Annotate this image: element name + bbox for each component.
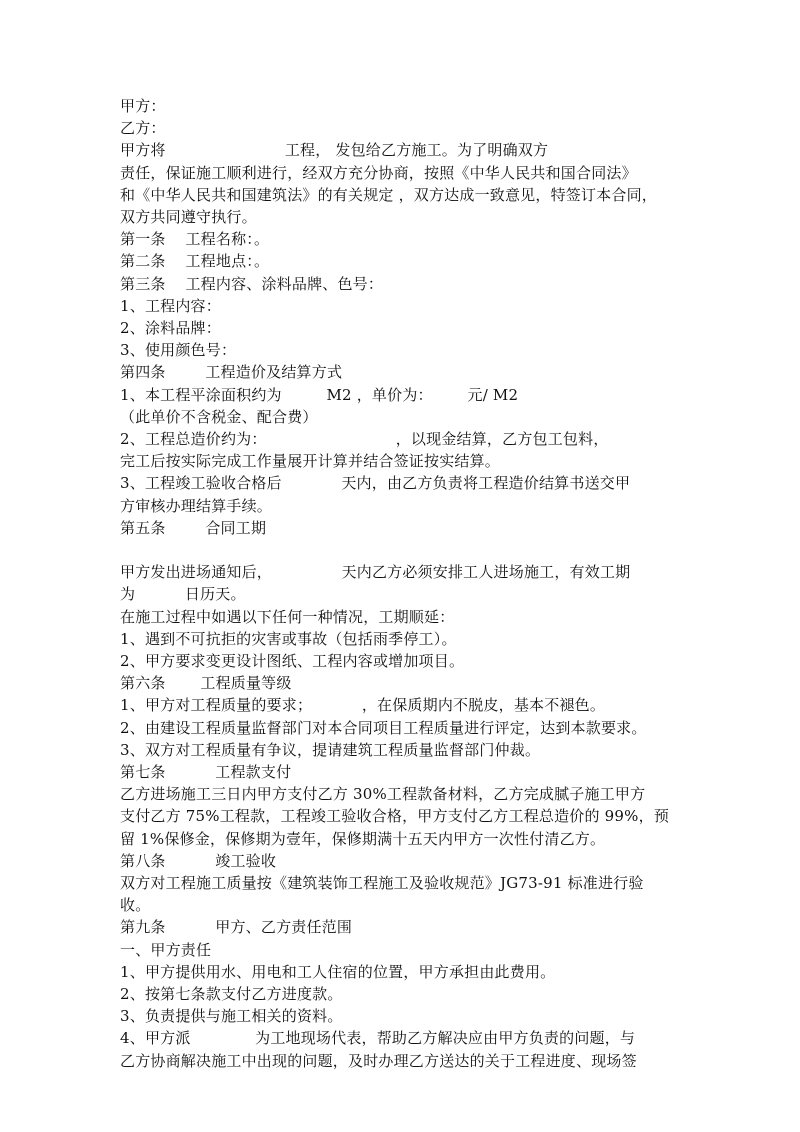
contract-line: 留 1%保修金，保修期为壹年，保修期满十五天内甲方一次性付清乙方。 — [120, 829, 606, 848]
contract-line: 3、使用颜色号： — [120, 341, 237, 360]
contract-line: 1、遇到不可抗拒的灾害或事故（包括雨季停工）。 — [120, 629, 457, 648]
contract-line: 4、甲方派 为工地现场代表，帮助乙方解决应由甲方负责的问题，与 — [120, 1029, 636, 1048]
contract-line: 乙方协商解决施工中出现的问题，及时办理乙方送达的关于工程进度、现场签 — [120, 1051, 637, 1070]
contract-line: 支付乙方 75%工程款，工程竣工验收合格，甲方支付乙方工程总造价的 99%，预 — [120, 807, 670, 826]
contract-line: 乙方： — [120, 119, 166, 138]
contract-line: 第六条 工程质量等级 — [120, 674, 292, 693]
contract-line: 2、涂料品牌： — [120, 319, 221, 337]
contract-line: 第八条 竣工验收 — [120, 851, 277, 870]
contract-line: 第三条 工程内容、涂料品牌、色号： — [120, 274, 384, 293]
contract-line: 为 日历天。 — [120, 585, 246, 604]
contract-line: 乙方进场施工三日内甲方支付乙方 30%工程款备材料，乙方完成腻子施工甲方 — [120, 785, 646, 804]
contract-line: 第五条 合同工期 — [120, 518, 267, 537]
contract-line: 2、按第七条款支付乙方进度款。 — [120, 985, 343, 1003]
contract-line: 2、工程总造价约为： ，以现金结算，乙方包工包料， — [120, 430, 609, 448]
contract-line: 甲方将 工程， 发包给乙方施工。为了明确双方 — [120, 141, 549, 160]
contract-line: 方审核办理结算手续。 — [120, 496, 273, 515]
contract-line: 责任，保证施工顺利进行，经双方充分协商，按照《中华人民共和国合同法》 — [120, 163, 637, 182]
contract-line: 3、负责提供与施工相关的资料。 — [120, 1007, 343, 1026]
contract-line: 在施工过程中如遇以下任何一种情况，工期顺延： — [120, 607, 455, 626]
contract-line: 3、工程竣工验收合格后 天内，由乙方负责将工程造价结算书送交甲 — [120, 474, 631, 493]
contract-line: 第七条 工程款支付 — [120, 763, 292, 781]
contract-line: 1、甲方对工程质量的要求； ，在保质期内不脱皮，基本不褪色。 — [120, 696, 606, 715]
contract-line: 甲方发出进场通知后， 天内乙方必须安排工人进场施工，有效工期 — [120, 563, 631, 582]
contract-line: 双方对工程施工质量按《建筑装饰工程施工及验收规范》JG73-91 标准进行验 — [120, 874, 644, 892]
contract-line: 第一条 工程名称：。 — [120, 230, 270, 249]
contract-line: 完工后按实际完成工作量展开计算并结合签证按实结算。 — [120, 452, 501, 471]
contract-line: 双方共同遵守执行。 — [120, 208, 257, 226]
contract-line: 甲方： — [120, 97, 166, 115]
contract-line: 第四条 工程造价及结算方式 — [120, 363, 343, 382]
contract-line: 2、由建设工程质量监督部门对本合同项目工程质量进行评定，达到本款要求。 — [120, 718, 647, 737]
contract-line: （此单价不含税金、配合费） — [120, 407, 318, 426]
contract-line: 收。 — [120, 896, 151, 915]
contract-line: 2、甲方要求变更设计图纸、工程内容或增加项目。 — [120, 652, 465, 670]
contract-line: 一、甲方责任 — [120, 940, 212, 959]
contract-line: 和《中华人民共和国建筑法》的有关规定 ，双方达成一致意见，特签订本合同， — [120, 185, 657, 204]
contract-line: 第二条 工程地点：。 — [120, 252, 270, 271]
contract-line: 3、双方对工程质量有争议，提请建筑工程质量监督部门仲裁。 — [120, 740, 541, 759]
contract-line: 1、甲方提供用水、用电和工人住宿的位置，甲方承担由此费用。 — [120, 962, 556, 981]
contract-line: 1、工程内容： — [120, 296, 221, 315]
contract-line: 1、本工程平涂面积约为 M2 ，单价为： 元/ M2 — [120, 385, 519, 404]
contract-line: 第九条 甲方、乙方责任范围 — [120, 918, 353, 937]
